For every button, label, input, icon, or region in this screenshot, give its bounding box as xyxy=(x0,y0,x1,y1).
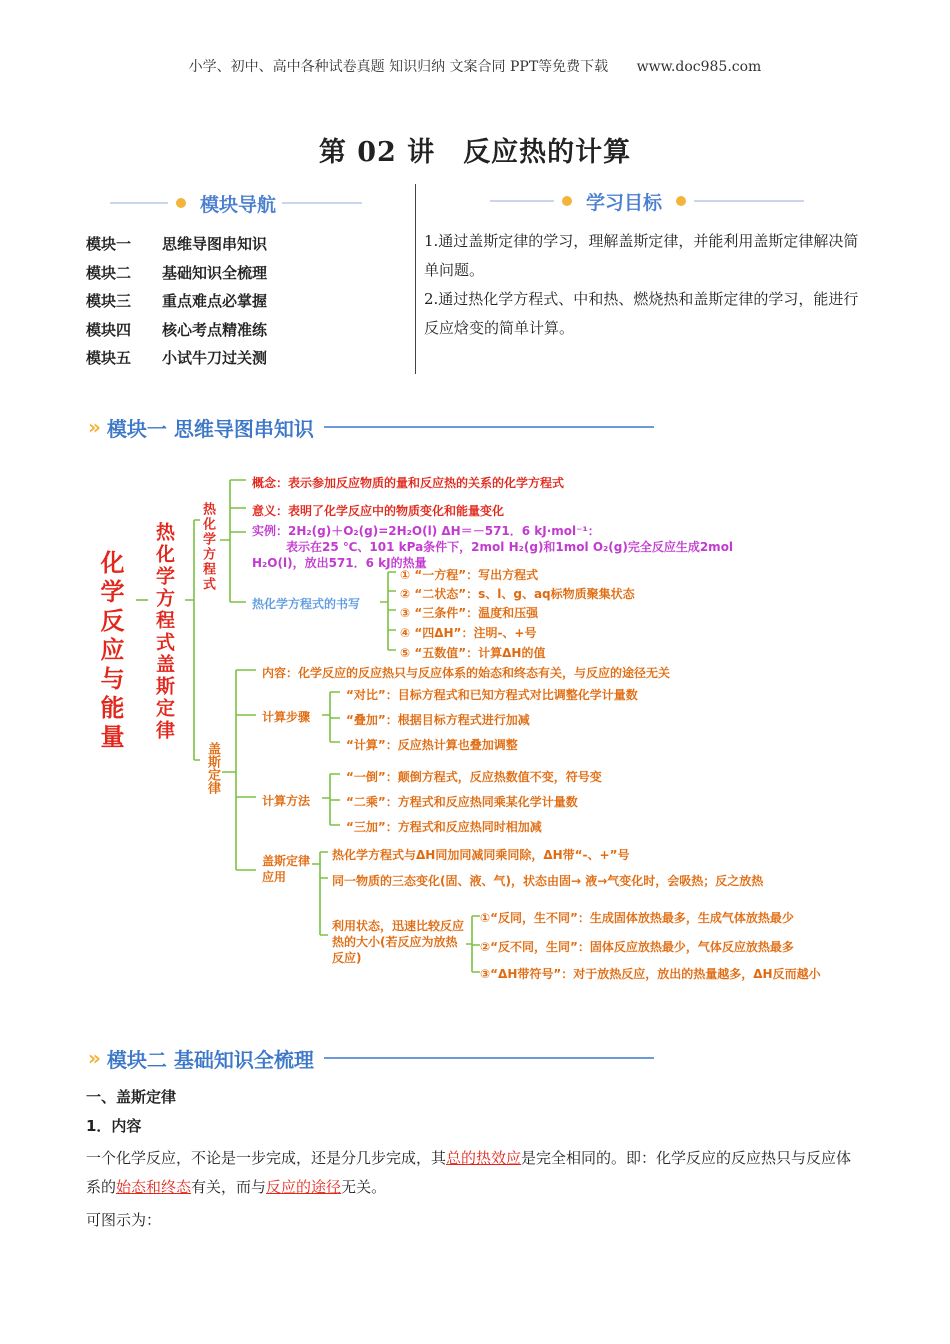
subsection-heading: 1．内容 xyxy=(86,1117,142,1135)
tce-step: ① “一方程”：写出方程式 xyxy=(400,568,539,582)
hess-content: 内容：化学反应的反应热只与反应体系的始态和终态有关，与反应的途径无关 xyxy=(262,666,671,680)
app-label: 盖斯定律应用 xyxy=(262,854,311,884)
section-heading: 一、盖斯定律 xyxy=(86,1088,177,1106)
module-list xyxy=(86,230,267,373)
header-text: 小学、初中、高中各种试卷真题 知识归纳 文案合同 PPT等免费下载 xyxy=(188,59,609,75)
compare-label: 利用状态，迅速比较反应热的大小(若反应为放热反应) xyxy=(332,919,465,965)
paragraph-diagram-intro: 可图示为： xyxy=(86,1211,162,1229)
calc-steps-label: 计算步骤 xyxy=(262,710,311,724)
module-item[interactable]: 模块三 重点难点必掌握 xyxy=(86,292,268,310)
module1-heading: » 模块一 思维导图串知识 xyxy=(88,410,654,444)
mindmap-branch: 热化学方程式盖斯定律 xyxy=(153,522,175,742)
module-item[interactable]: 模块二 基础知识全梳理 xyxy=(86,263,268,282)
tce-step: ⑤ “五数值”：计算ΔH的值 xyxy=(400,646,546,660)
mindmap-root: 化学反应与能量 xyxy=(96,550,124,753)
tce-example-2: 表示在25 ℃、101 kPa条件下，2mol H₂(g)和1mol O₂(g)完全反应生成2mol xyxy=(286,540,734,554)
calc-method: “三加”：方程式和反应热同时相加减 xyxy=(346,820,542,834)
tce-label: 热化学方程式 xyxy=(200,502,215,592)
double-chevron-icon: » xyxy=(88,1046,101,1070)
calc-step: “叠加”：根据目标方程式进行加减 xyxy=(346,713,530,727)
bullet-dot-icon xyxy=(176,198,186,208)
module-item[interactable]: 模块五 小试牛刀过关测 xyxy=(86,349,268,367)
goal-1: 1.通过盖斯定律的学习，理解盖斯定律，并能利用盖斯定律解决简单问题。 xyxy=(424,232,859,279)
double-chevron-icon: » xyxy=(88,415,101,439)
tce-example-3: H₂O(l)，放出571．6 kJ的热量 xyxy=(252,556,427,570)
goals-section-bar xyxy=(490,186,804,216)
paragraph-content: 一个化学反应，不论是一步完成，还是分几步完成，其总的热效应是完全相同的。即：化学反应的反应热只与反应体系的始态和终态有关，而与反应的途径无关。 xyxy=(86,1149,852,1196)
calc-method: “一倒”：颠倒方程式，反应热数值不变，符号变 xyxy=(346,770,602,784)
bullet-dot-icon xyxy=(676,196,686,206)
tce-example-1: 实例：2H₂(g)＋O₂(g)=2H₂O(l) ΔH＝－571．6 kJ·mol⁻¹： xyxy=(252,524,600,538)
compare-item: ①“反同，生不同”：生成固体放热最多，生成气体放热最少 xyxy=(480,911,794,925)
tce-concept: 概念：表示参加反应物质的量和反应热的关系的化学方程式 xyxy=(252,476,565,490)
app-1: 热化学方程式与ΔH同加同减同乘同除，ΔH带“-、+”号 xyxy=(332,848,630,862)
goals-label: 学习目标 xyxy=(586,191,663,214)
tce-step: ③ “三条件”：温度和压强 xyxy=(400,606,539,620)
tce-step: ④ “四ΔH”：注明-、+号 xyxy=(400,626,537,640)
app-2: 同一物质的三态变化(固、液、气)，状态由固→ 液→气变化时，会吸热；反之放热 xyxy=(332,874,764,888)
module-item[interactable]: 模块一 思维导图串知识 xyxy=(86,235,268,253)
hess-label: 盖斯定律 xyxy=(205,742,220,794)
header-url[interactable]: www.doc985.com xyxy=(636,59,762,75)
calc-step: “计算”：反应热计算也叠加调整 xyxy=(346,738,518,752)
compare-item: ②“反不同，生同”：固体反应放热最少，气体反应放热最多 xyxy=(480,940,794,954)
mind-map xyxy=(0,460,950,1000)
page-header xyxy=(0,56,950,76)
tce-step: ② “二状态”：s、l、g、aq标物质聚集状态 xyxy=(400,587,635,601)
bullet-dot-icon xyxy=(562,196,572,206)
page-title xyxy=(0,130,950,169)
calc-method: “二乘”：方程式和反应热同乘某化学计量数 xyxy=(346,795,578,809)
tce-meaning: 意义：表明了化学反应中的物质变化和能量变化 xyxy=(252,504,505,518)
calc-method-label: 计算方法 xyxy=(262,794,311,808)
nav-label: 模块导航 xyxy=(200,193,277,216)
column-divider xyxy=(415,184,416,374)
title-topic: 反应热的计算 xyxy=(463,137,632,168)
goal-2: 2.通过热化学方程式、中和热、燃烧热和盖斯定律的学习，能进行反应焓变的简单计算。 xyxy=(424,290,859,337)
section2-body xyxy=(86,1084,866,1236)
tce-writing: 热化学方程式的书写 xyxy=(252,597,361,611)
title-lecture: 第 02 讲 xyxy=(318,137,436,168)
calc-step: “对比”：目标方程式和已知方程式对比调整化学计量数 xyxy=(346,688,638,702)
nav-section-bar xyxy=(110,188,362,218)
learning-goals xyxy=(424,227,864,343)
compare-item: ③“ΔH带符号”：对于放热反应，放出的热量越多，ΔH反而越小 xyxy=(480,967,821,981)
module2-heading: » 模块二 基础知识全梳理 xyxy=(88,1041,654,1075)
module-item[interactable]: 模块四 核心考点精准练 xyxy=(86,320,268,339)
